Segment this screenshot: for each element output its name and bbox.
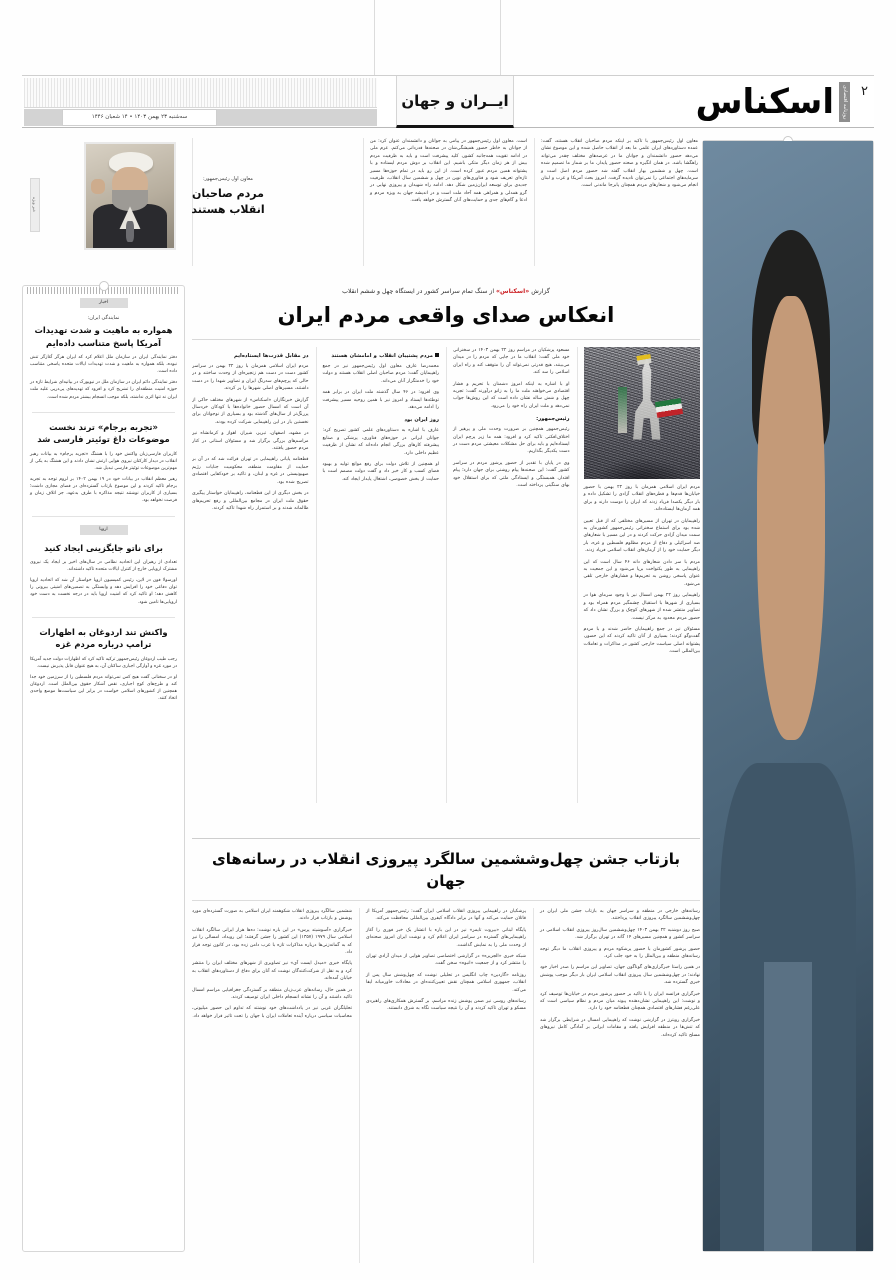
bottom-article-paragraph: حضور پرشور کشورمان با حضور پرشکوه مردم و پیروزی انقلاب ما دیگر توجه رسانه‌های منطقه و بین‌الملل را به خود جلب کرد. (540, 946, 700, 960)
top-band-title[interactable]: مردم صاحبان انقلاب هستند (191, 187, 265, 216)
bottom-article-column (359, 908, 526, 1263)
main-article-paragraph: او با اشاره به اینکه امروز دشمنان با تحریم و فشار اقتصادی می‌خواهند ملت ما را به زانو درآورند گفت: تجربه چهل و شش ساله نشان داده است که این روش‌ها جواب نمی‌دهد و ملت ایران راه خود را می‌رود. (453, 381, 570, 409)
crowd-image (584, 347, 701, 479)
main-article-paragraph: او همچنین از تلاش دولت برای رفع موانع تولید و بهبود فضای کسب و کار خبر داد و گفت دولت مصمم است با حمایت از بخش خصوصی، اشتغال پایدار ایجاد کند. (322, 462, 439, 482)
rally-photo (584, 347, 701, 479)
green-banner-shape (618, 387, 627, 433)
editorial-sidebar (702, 140, 874, 1252)
bottom-article-columns (192, 908, 700, 1263)
page-number: ۲ (861, 84, 868, 99)
divider (32, 617, 175, 618)
main-article-subhead (323, 416, 440, 424)
news-sidebar (22, 285, 185, 1252)
news-body (30, 656, 177, 703)
kicker-after: از سنگ تمام سراسر کشور در ایستگاه چهل و ششم انقلاب (342, 288, 497, 295)
main-article-paragraph: راهپیمایان در تهران از مسیرهای مختلفی که از قبل تعیین شده بود برای استماع سخنرانی رئیس‌جمهور کشورمان به سمت میدان آزادی حرکت کردند و در این مسیر با شعارهای ضد اسرائیلی و دفاع از مردم مظلوم فلسطین و غزه، بار دیگر حمایت خود را از آرمان‌های انقلاب اسلامی فریاد زدند. (583, 518, 700, 554)
headshot-hair-shape (752, 230, 776, 273)
main-article-paragraph: مسئولان نیز در جمع راهپیمایان حاضر شدند و با مردم گفت‌وگو کردند؛ بسیاری از آنان تاکید کردند که این حضور، پشتوانه اصلی سیاست خارجی کشور در مذاکرات و تعاملات بین‌المللی است. (583, 626, 700, 655)
divider (192, 900, 700, 901)
main-article-paragraph: مسعود پزشکیان در مراسم روز ۲۲ بهمن ۱۴۰۳ در سخنرانی خود ملی گفت: انقلاب ما در جایی که مردم را در میدان می‌بینند، هیچ قدرتی نمی‌تواند آن را متوقف کند و راه ایران اسلامی را سد کند. (453, 348, 570, 376)
news-item (30, 298, 177, 401)
masthead-date-row (24, 109, 377, 126)
news-item (30, 626, 177, 703)
bullet-icon (435, 353, 439, 357)
yellow-flag-shape (636, 354, 651, 365)
main-article-paragraph: در مشهد، اصفهان، تبریز، شیراز، اهواز و کرمانشاه نیز مراسم‌های بزرگی برگزار شد و مسئولان استانی در کنار مردم حضور یافتند. (192, 431, 309, 452)
news-item (30, 421, 177, 505)
news-body (30, 354, 177, 401)
bottom-article-column (192, 908, 352, 1263)
main-article-kicker (192, 288, 700, 295)
news-paragraph: او در سخنانی گفت هیچ کس نمی‌تواند مردم فلسطین را از سرزمین خود جدا کند و طرح‌های کوچ اجباری، نقض آشکار حقوق بین‌الملل است. اردوغان همچنین از کشورهای اسلامی خواست در برابر این سیاست‌ها موضع واحدی اتخاذ کنند. (30, 674, 177, 702)
bottom-article-paragraph: رسانه‌های روسی نیز ضمن پوشش زنده مراسم، بر گسترش همکاری‌های راهبردی مسکو و تهران تاکید کردند و آن را نتیجه سیاست نگاه به شرق دانستند. (366, 999, 526, 1012)
main-article-columns (192, 347, 700, 803)
main-article-paragraph: مردم ایران اسلامی همزمان با روز ۲۲ بهمن با حضور خیابان‌ها قدم‌ها و قطره‌های انقلاب آزادی را تشکیل داده و بار دیگر یکصدا فریاد زدند که ایران را دوست دارند و برای همه آرمان‌ها ایستاده‌اند. (583, 485, 700, 513)
top-band-paragraph: است. معاون اول رئیس‌جمهور در پیامی به جوانان و دانشمندان عنوان کرد: من از جوانان به خاطر حضور همیشگی‌شان در صحنه‌ها قدردانی می‌کنم. عزم ملی در ادامه تقویت همه‌جانبه کشور، کلید پیشرفت است و باید به ظرفیت مردم بیش از هر زمان دیگر متکی باشیم. این انقلاب بر دوش مردم ایستاده و با پشتوانه همین مردم عبور کرده است. از این رو باید در تمام حوزه‌ها مسیر تازه‌ای تعریف شود و فناوری‌های نوین در چهل و ششمین سال انقلاب، ظرفیت جدیدی برای توسعه ایران‌زمین شکل دهد. ادامه راه شهیدان و پیروزی نهایی در گرو همدلی و همراهی همه آحاد ملت است و در اندیشه جهان به ویژه مردم و ادعا و گام‌های جدی و حمایت‌های آنان گسترش خواهد یافت. (370, 139, 527, 204)
kicker-highlight: «اسکناس» (496, 288, 530, 295)
top-band-column (534, 138, 698, 266)
newspaper-logo: اسکناس (695, 82, 834, 122)
main-article (192, 288, 700, 828)
news-body (30, 559, 177, 606)
subhead-label: در مقابل قدرت‌ها ایستاده‌ایم (234, 353, 309, 359)
top-band-caption (180, 176, 276, 218)
bottom-article-paragraph: ششمین سالگرد پیروزی انقلاب شکوهمند ایران اسلامی به صورت گسترده‌ای مورد پوشش و بازتاب قرار دادند. (192, 909, 352, 922)
main-article-paragraph: مردم با سر دادن شعارهای دانه ۴۶ سال است که این راهپیمایی به طور یکنواخت برپا می‌شود و این جمعیت به عنوان پاسخی روشن به تحریم‌ها و فشارهای خارجی تلقی می‌شود. (583, 559, 700, 587)
main-article-subhead (323, 352, 440, 360)
main-article-paragraph: راهپیمایی روز ۲۲ بهمن امسال نیز با وجود سرمای هوا در بسیاری از شهرها با استقبال چشمگیر مردم همراه بود و تصاویر منتشر شده از شهرهای کوچک و بزرگ نشان داد که حضور مردم محدود به مرکز نیست. (583, 593, 700, 621)
portrait-image (86, 144, 174, 248)
main-article-paragraph: گزارش خبرنگاران «اسکناس» از شهرهای مختلف حاکی از آن است که امسال حضور خانواده‌ها با کودکان خردسال پررنگ‌تر از سال‌های گذشته بود و بسیاری از نوجوانان برای نخستین بار در این راهپیمایی شرکت کرده بودند. (192, 397, 309, 425)
news-title[interactable]: همواره به ماهیت و شدت تهدیدات آمریکا پاسخ متناسب داده‌ایم (34, 325, 173, 348)
main-article-paragraph: محمدرضا عارف معاون اول رئیس‌جمهور نیز در جمع راهپیمایان گفت: مردم صاحبان اصلی انقلاب هستند و دولت خود را خدمتگزار آنان می‌داند. (322, 364, 439, 384)
main-article-paragraph: مردم ایران اسلامی همزمان با روز ۲۲ بهمن در سراسر کشور دست در دست هم زنجیره‌ای از وحدت ساختند و در حالی که پرچم‌های سه‌رنگ ایران و تصاویر شهدا را در دست داشتند، مسیرهای اصلی شهرها را پر کردند. (192, 364, 309, 392)
news-tab-label: اخبار (80, 298, 128, 308)
news-paragraph: کاربران فارسی‌زبان واکنش خود را با هشتگ «تجربه برجام» به بیانات رهبر انقلاب در دیدار کارکنان نیروی هوایی ارتش نشان دادند و این هشتگ به یکی از مهم‌ترین موضوعات توئیتر فارسی تبدیل شد. (30, 451, 177, 472)
news-paragraph: رهبر معظم انقلاب در بیانات خود در ۱۹ بهمن ۱۴۰۳ بر لزوم توجه به تجربه برجام تاکید کردند و این موضوع بازتاب گسترده‌ای در فضای مجازی داشت؛ بسیاری از کاربران نوشتند نتیجه مذاکره با طرف بدعهد، جز اتلاف زمان و فرصت نخواهد بود. (30, 476, 177, 504)
bottom-article-paragraph: خبرگزاری فرانسه ایران را با تاکید بر حضور پرشور مردم در خیابان‌ها توصیف کرد و نوشت: این راهپیمایی نشان‌دهنده پیوند میان مردم و نظام سیاسی است که علی‌رغم فشارهای اقتصادی همچنان قطعنامه خود را دارد. (540, 991, 700, 1012)
author-headshot (710, 211, 776, 273)
news-paragraph: رجب طیب اردوغان رئیس‌جمهور ترکیه تاکید کرد که اظهارات دولت جدید آمریکا در مورد غزه و آوارگی اجباری ساکنان آن، به هیچ عنوان قابل پذیرش نیست. (30, 656, 177, 670)
main-article-paragraph: وی افزود: در ۴۶ سال گذشته ملت ایران در برابر همه توطئه‌ها ایستاد و امروز نیز با همین روحیه مسیر پیشرفت را ادامه می‌دهد. (322, 390, 439, 411)
subhead-label: رئیس‌جمهور: (536, 416, 570, 423)
main-article-column (192, 347, 309, 803)
top-band-column (363, 138, 527, 266)
news-body (30, 451, 177, 505)
top-band-article (22, 138, 698, 266)
main-article-paragraph: در بخش دیگری از این قطعنامه، راهپیمایان خواستار پیگیری حقوق ملت ایران در مجامع بین‌المللی و رفع تحریم‌های ظالمانه شدند و بر استمرار راه شهدا تاکید کردند. (192, 491, 309, 511)
main-article-title[interactable]: انعکاس صدای واقعی مردم ایران (277, 303, 615, 327)
news-kicker: نمایندگی ایران: (87, 315, 120, 321)
main-article-paragraph: عارف با اشاره به دستاوردهای علمی کشور تصریح کرد: جوانان ایرانی در حوزه‌های فناوری، پزشکی و صنایع پیشرفته کارهای بزرگی انجام داده‌اند که نشان از ظرفیت عظیم داخلی دارد. (322, 428, 439, 456)
news-title[interactable]: «تجربه برجام» ترند نخست موضوعات داغ توئیتر فارسی شد (37, 421, 170, 445)
bottom-article-paragraph: در همین راستا خبرگزاری‌های گوناگون جهان، تصاویر این مراسم را صدر اخبار خود نهادند؛ در چهل‌وششمین سال پیروزی انقلاب اسلامی ایران بار دیگر موجب پوشش خبری گسترده شد. (540, 965, 700, 986)
azadi-tower-shape (628, 358, 666, 440)
publication-date: سه‌شنبه ۲۳ بهمن ۱۴۰۳ • ۱۴ شعبان ۱۴۴۶ (62, 109, 217, 126)
portrait-photo (84, 142, 176, 250)
news-paragraph: تعدادی از رهبران این اتحادیه نظامی در سال‌های اخیر بر ایجاد یک نیروی مشترک اروپایی خارج از کنترل ایالات متحده تاکید داشته‌اند. (30, 560, 177, 573)
masthead-vertical-tag: روزنامه اقتصادی (839, 82, 850, 122)
kicker-before: گزارش (529, 288, 550, 295)
bottom-article-paragraph: رسانه‌های خارجی در منطقه و سراسر جهان به بازتاب جشن ملی ایران در چهل‌وششمین سالگرد پیروزی انقلاب پرداختند. (540, 909, 700, 922)
top-band-side-tag: خبر ویژه (30, 178, 40, 232)
bottom-article-paragraph: خبرگزاری رویترز در گزارشی نوشت که راهپیمایی امسال در شرایطی برگزار شد که تنش‌ها در منطقه افزایش یافته و مقامات ایرانی بر آمادگی کامل نیروهای مسلح تاکید کرده‌اند. (540, 1017, 700, 1038)
main-article-subhead (453, 415, 570, 423)
news-title[interactable]: برای ناتو جایگزینی ایجاد کنید (44, 542, 163, 553)
bottom-article-paragraph: پزشکیان در راهپیمایی پیروزی انقلاب اسلامی ایران گفت: رئیس‌جمهور آمریکا از قاتلان حمایت می‌کند و آنها در برابر دادگاه کیفری بین‌المللی محافظت می‌کند. (366, 909, 526, 922)
main-article-subhead (192, 352, 309, 360)
bottom-article (192, 838, 700, 1252)
bottom-article-paragraph: شبکه خبری «الجزیره» در گزارشی اختصاصی تصاویر هوایی از میدان آزادی تهران را منتشر کرد و از جمعیت «انبوه» سخن گفت. (366, 954, 526, 967)
subhead-label: مردم پشتیبان انقلاب و امامشان هستند (331, 353, 433, 359)
news-title[interactable]: واکنش تند اردوغان به اظهارات ترامپ درباره مردم غزه (39, 626, 168, 650)
section-title[interactable]: ایــران و جهان (396, 76, 514, 128)
divider (192, 339, 700, 340)
bottom-article-paragraph: روزنامه «گاردین» چاپ انگلیس در تحلیلی نوشت که چهل‌وشش سال پس از انقلاب، جمهوری اسلامی همچنان نقش تعیین‌کننده‌ای در معادلات خاورمیانه ایفا می‌کند. (366, 972, 526, 993)
top-band-paragraph: معاون اول رئیس‌جمهور با تاکید بر اینکه مردم صاحبان انقلاب هستند، گفت: عمده دستاوردهای ایران علمی ما بعد از انقلاب حاصل شده و این موضوع نشان می‌دهد حضور دانشمندان و جوانان ما در عرصه‌های مختلف چقدر می‌تواند راهگشا باشد. در همان انگیزه و صحنه حضور پایدار، ما بر شمار ما تصمیم شده است. چهل و ششمین بهار انقلاب گفته شد حضور مردم اصل است و سرمایه‌های اجتماعی را نمی‌توان نادیده گرفت. امروز بحث آمریکا و غرب و لبنان انجام می‌شود و شعارهای مردم همچنان پابرجا ماندنی است. (541, 139, 698, 189)
masthead (22, 75, 874, 128)
notch-circle-icon (99, 281, 109, 291)
bottom-article-paragraph: خبرگزاری «آسوشیتد پرس» در این باره نوشت: ده‌ها هزار ایرانی سالگرد انقلاب اسلامی سال ۱۹۷۹ (۱۳۵۷) این کشور را جشن گرفتند؛ این رویداد، امسالی را نیز که به گمانه‌زنی‌ها درباره مذاکرات تازه با غرب دامن زده بود، در کانون توجه قرار داد. (192, 927, 352, 956)
hand-shape (91, 179, 105, 194)
bottom-article-paragraph: صبح روز دوشنبه ۲۲ بهمن ۱۴۰۳ چهل‌وششمین سال‌روز پیروزی انقلاب اسلامی در سراسر کشور و همچنین مسیرهای ۱۴ گانه در تهران برگزار شد. (540, 927, 700, 941)
iran-flag-shape (655, 398, 683, 418)
main-article-column (446, 347, 570, 803)
divider (32, 412, 175, 413)
subhead-label: روز ایران بود (404, 417, 439, 424)
bottom-article-column (533, 908, 700, 1263)
masthead-rule-pattern (24, 78, 377, 108)
news-paragraph: اورسولا فون در لاین، رئیس کمیسیون اروپا خواستار آن شد که اتحادیه اروپا توان دفاعی خود را افزایش دهد و وابستگی به تضمین‌های امنیتی بیرونی را کاهش دهد؛ او تاکید کرد که امنیت اروپا باید در درجه نخست به دست خود اروپایی‌ها تامین شود. (30, 578, 177, 605)
news-tab-label: اروپا (80, 525, 128, 535)
news-paragraph: دفتر نمایندگی دائم ایران در سازمان ملل در نیویورک در بیانیه‌ای شرایط تازه در حوزه امنیت منطقه‌ای را تشریح کرد و افزود که تهدیدهای پی‌در‌پی علیه ملت ایران نه تنها اثری نداشته، بلکه موجب انسجام بیشتر مردم شده است. (30, 380, 177, 400)
divider (32, 516, 175, 517)
headshot-image (710, 211, 776, 273)
news-paragraph: دفتر نمایندگی ایران در سازمان ملل اعلام کرد که ایران هرگز آغازگر تنش نبوده، بلکه همواره به ماهیت و شدت تهدیدات ایالات متحده پاسخی متناسب داده است. (30, 355, 177, 375)
main-article-paragraph: وی در پایان با تقدیر از حضور پرشور مردم در سراسر کشور گفت: این صحنه‌ها پیام روشنی برای جهان دارد؛ پیام اقتدار، همبستگی و ایستادگی ملتی که برای استقلال خود بهای سنگینی پرداخته است. (453, 460, 570, 489)
bottom-article-paragraph: پایگاه خبری «میدل ایست آی» نیز تصاویری از شهرهای مختلف ایران را منتشر کرد و به نقل از شرکت‌کنندگان نوشت که آنان برای دفاع از دستاوردهای انقلاب به خیابان آمده‌اند. (192, 961, 352, 982)
bottom-article-title[interactable]: بازتاب جشن چهل‌وششمین سالگرد پیروزی انقلاب در رسانه‌های جهان (212, 850, 680, 890)
top-band-kicker: معاون اول رئیس‌جمهور: (203, 176, 253, 182)
main-article-column (577, 347, 701, 803)
bottom-article-paragraph: تحلیلگران غربی نیز در یادداشت‌های خود نوشتند که تداوم این حضور میلیونی، محاسبات سیاسی درباره آینده تعاملات ایران با جهان را تحت تاثیر قرار خواهد داد. (192, 1006, 352, 1019)
bottom-article-paragraph: در همین حال، رسانه‌های عرب‌زبان منطقه بر گستردگی جغرافیایی مراسم امسال تاکید داشتند و آن را نشانه انسجام داخلی ایران توصیف کردند. (192, 987, 352, 1001)
bottom-article-paragraph: پایگاه لبنانی «بیروت تایمز» نیز در این باره با انتشار یک خبر فوری را آغاز راهپیمایی‌های گسترده در سراسر ایران اعلام کرد و نوشت ایران امروز صحنه‌ای از وحدت ملی را به نمایش گذاشت. (366, 927, 526, 948)
main-article-column (316, 347, 440, 803)
news-item (30, 525, 177, 606)
editorial-author-block (710, 211, 866, 282)
main-article-paragraph: رئیس‌جمهور همچنین بر ضرورت وحدت ملی و پرهیز از اختلاف‌افکنی تاکید کرد و افزود: همه ما زیر پرچم ایران ایستاده‌ایم و باید برای حل مشکلات معیشتی مردم دست در دست یکدیگر بگذاریم. (453, 427, 570, 455)
microphone-shape (126, 221, 133, 242)
main-article-paragraph: قطعنامه پایانی راهپیمایی در تهران قرائت شد که در آن بر حمایت از مقاومت منطقه، محکومیت جنایات رژیم صهیونیستی در غزه و لبنان، و تاکید بر خودکفایی اقتصادی تصریح شده بود. (192, 457, 309, 485)
